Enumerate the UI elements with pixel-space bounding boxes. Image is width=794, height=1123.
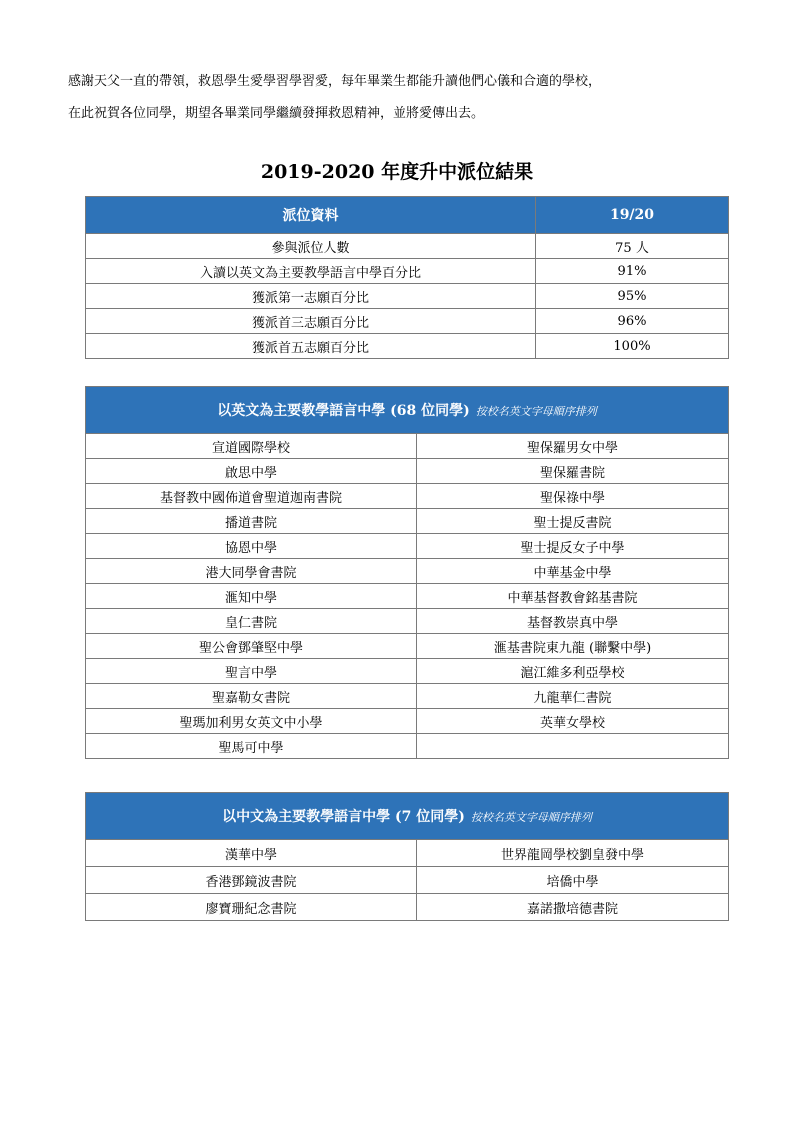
english-sort-note: 按校名英文字母順序排列 (475, 405, 597, 418)
chinese-school-row (86, 840, 729, 867)
summary-row-cell: 參與派位人數 (86, 234, 536, 259)
summary-header-label: 派位資料 (86, 197, 536, 234)
english-school-row-cell (417, 734, 729, 759)
summary-row (86, 309, 729, 334)
english-school-row-cell: 聖保羅書院 (417, 459, 729, 484)
english-school-row-cell: 宣道國際學校 (86, 434, 417, 459)
summary-header-row (86, 197, 729, 234)
english-header (86, 387, 729, 434)
english-school-row-cell: 聖言中學 (86, 659, 417, 684)
chinese-school-row (86, 894, 729, 921)
english-school-row-cell: 聖馬可中學 (86, 734, 417, 759)
summary-row-cell: 96% (536, 309, 729, 334)
chinese-header-row (86, 793, 729, 840)
english-school-row-cell: 中華基金中學 (417, 559, 729, 584)
intro-paragraph (68, 66, 748, 130)
summary-row-cell: 獲派首五志願百分比 (86, 334, 536, 359)
english-school-row-cell: 協恩中學 (86, 534, 417, 559)
english-school-row (86, 609, 729, 634)
chinese-heading: 以中文為主要教學語言中學 (7 位同學) (222, 809, 465, 825)
english-school-row (86, 509, 729, 534)
chinese-school-row-cell: 廖寶珊紀念書院 (86, 894, 417, 921)
english-school-row-cell: 中華基督教會銘基書院 (417, 584, 729, 609)
summary-row-cell: 100% (536, 334, 729, 359)
english-school-row (86, 534, 729, 559)
english-header-row (86, 387, 729, 434)
summary-row (86, 234, 729, 259)
summary-row-cell: 入讀以英文為主要教學語言中學百分比 (86, 259, 536, 284)
summary-table (85, 196, 729, 359)
english-school-row-cell: 港大同學會書院 (86, 559, 417, 584)
english-school-row-cell: 啟思中學 (86, 459, 417, 484)
chinese-school-row-cell: 香港鄧鏡波書院 (86, 867, 417, 894)
chinese-school-row-cell: 世界龍岡學校劉皇發中學 (417, 840, 729, 867)
english-school-row (86, 684, 729, 709)
english-school-row (86, 559, 729, 584)
english-school-row-cell: 聖保祿中學 (417, 484, 729, 509)
summary-row-cell: 75 人 (536, 234, 729, 259)
english-heading: 以英文為主要教學語言中學 (68 位同學) (217, 403, 470, 419)
english-school-row (86, 634, 729, 659)
english-school-row-cell: 滙基書院東九龍 (聯繫中學) (417, 634, 729, 659)
intro-line-2: 在此祝賀各位同學，期望各畢業同學繼續發揮救恩精神，並將愛傳出去。 (68, 106, 485, 121)
chinese-school-row-cell: 嘉諾撒培德書院 (417, 894, 729, 921)
english-school-row (86, 709, 729, 734)
english-school-row-cell: 聖嘉勒女書院 (86, 684, 417, 709)
english-school-row-cell: 聖公會鄧肇堅中學 (86, 634, 417, 659)
english-school-row (86, 734, 729, 759)
english-school-row-cell: 九龍華仁書院 (417, 684, 729, 709)
summary-header-year: 19/20 (536, 197, 729, 234)
intro-line-1: 感謝天父一直的帶領，救恩學生愛學習學習愛，每年畢業生都能升讀他們心儀和合適的學校， (68, 74, 602, 89)
summary-row (86, 259, 729, 284)
english-school-row-cell: 聖保羅男女中學 (417, 434, 729, 459)
english-school-row-cell: 聖士提反書院 (417, 509, 729, 534)
chinese-header (86, 793, 729, 840)
english-school-row-cell: 基督教崇真中學 (417, 609, 729, 634)
english-school-row (86, 484, 729, 509)
chinese-school-row-cell: 培僑中學 (417, 867, 729, 894)
chinese-school-table (85, 792, 729, 921)
chinese-sort-note: 按校名英文字母順序排列 (470, 811, 592, 824)
summary-row-cell: 獲派第一志願百分比 (86, 284, 536, 309)
chinese-school-row (86, 867, 729, 894)
summary-row (86, 284, 729, 309)
english-school-row-cell: 播道書院 (86, 509, 417, 534)
summary-row-cell: 獲派首三志願百分比 (86, 309, 536, 334)
english-school-row (86, 459, 729, 484)
english-school-row (86, 434, 729, 459)
english-school-row-cell: 聖瑪加利男女英文中小學 (86, 709, 417, 734)
summary-row-cell: 95% (536, 284, 729, 309)
english-school-row-cell: 基督教中國佈道會聖道迦南書院 (86, 484, 417, 509)
summary-row (86, 334, 729, 359)
english-school-table (85, 386, 729, 759)
english-school-row-cell: 滙知中學 (86, 584, 417, 609)
english-school-row-cell: 滬江維多利亞學校 (417, 659, 729, 684)
english-school-row (86, 659, 729, 684)
chinese-school-row-cell: 漢華中學 (86, 840, 417, 867)
english-school-row-cell: 聖士提反女子中學 (417, 534, 729, 559)
english-school-row-cell: 皇仁書院 (86, 609, 417, 634)
english-school-row-cell: 英華女學校 (417, 709, 729, 734)
english-school-row (86, 584, 729, 609)
summary-row-cell: 91% (536, 259, 729, 284)
page-title: 2019-2020 年度升中派位結果 (260, 161, 534, 183)
